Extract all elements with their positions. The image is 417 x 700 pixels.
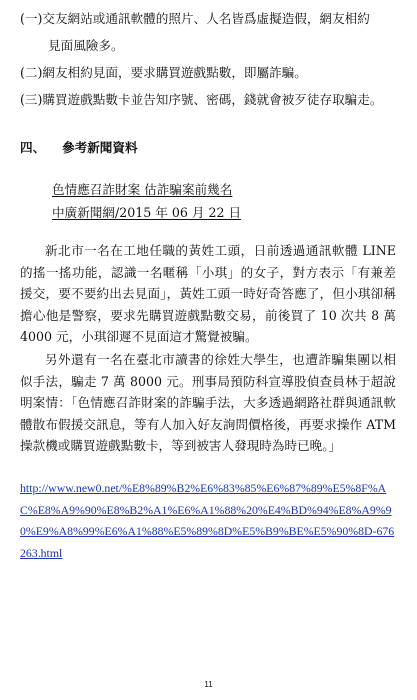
- list-item-3: (三)購買遊戲點數卡並告知序號、密碼，錢就會被歹徒存取騙走。: [20, 92, 383, 107]
- section-heading: [20, 137, 138, 156]
- article-paragraph-1: 新北市一名在工地任職的黃姓工頭，日前透過通訊軟體 LINE 的搖一搖功能，認識一名暱稱「小琪」的女子，對方表示「有兼差援交，要不要約出去見面」，黃姓工頭一時好奇答應了，但小琪卻稱擔心他是警察，要求先購買遊戲點數交易，前後買了 10 次共 8 萬 4000 元，小琪卻遲不見面這才驚覺被騙。: [20, 243, 396, 344]
- article-paragraph-2: 另外還有一名在臺北市讀書的徐姓大學生，也遭詐騙集團以相似手法，騙走 7 萬 8000 元。刑事局預防科宣導股偵查員林于超說明案情：「色情應召詐財案的詐騙手法，大多透過網路社群與通訊軟體散布假援交訊息，等有人加入好友詢問價格後，再要求操作 ATM 操款機或購買遊戲點數卡，等到被害人發現時為時已晚。」: [20, 352, 396, 453]
- section-title: 參考新聞資料: [62, 140, 138, 155]
- list-item-2: (二)網友相約見面，要求購買遊戲點數，即屬詐騙。: [20, 65, 307, 80]
- article-link[interactable]: http://www.new0.net/%E8%89%B2%E6%83%85%E6%87%89%E5%8F%AC%E8%A9%90%E8%B2%A1%E6%A1%88%20%E4%BD%94%E8%A9%90%E9%A8%99%E6%A1%88%E5%89%8D%E5%B9%BE%E5%90%8D-676263.html: [20, 481, 395, 560]
- list-item-1-continued: 見面風險多。: [48, 38, 124, 53]
- list-item-1: (一)交友網站或通訊軟體的照片、人名皆爲虛擬造假，網友相約: [20, 11, 370, 26]
- article-source-date: 中廣新聞網/2015 年 06 月 22 日: [52, 205, 242, 220]
- section-number: 四、: [20, 140, 46, 155]
- page-number: 11: [204, 680, 213, 689]
- article-headline: 色情應召詐財案 估詐騙案前幾名: [52, 182, 233, 197]
